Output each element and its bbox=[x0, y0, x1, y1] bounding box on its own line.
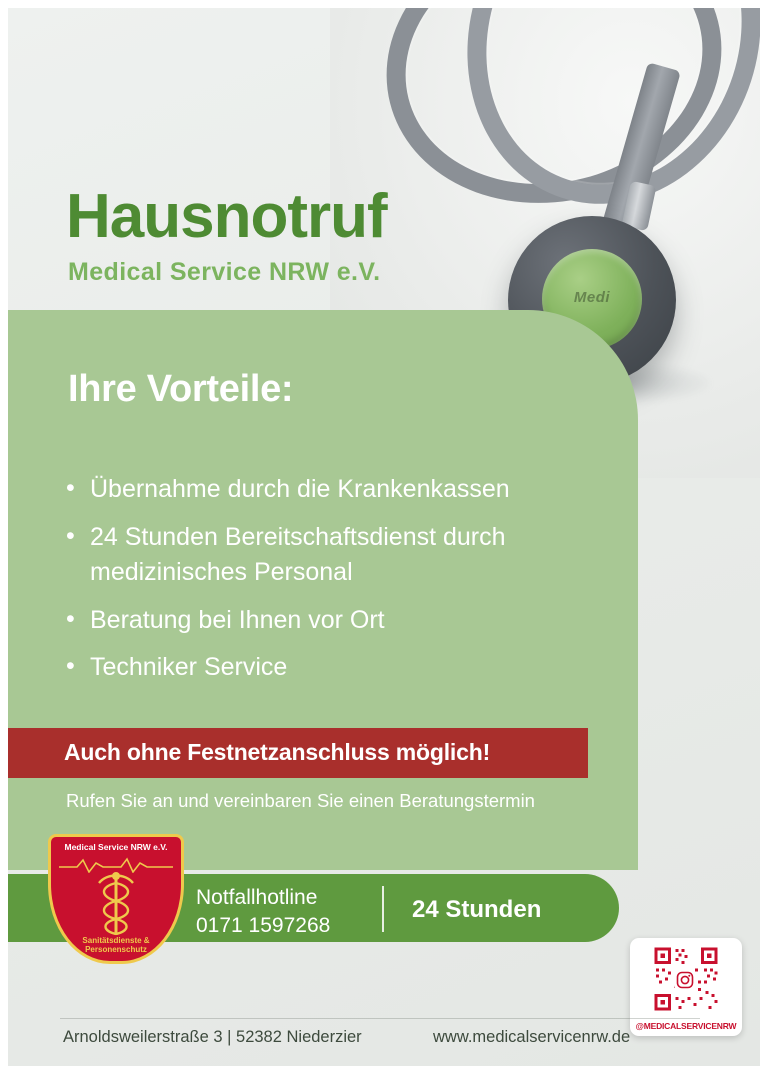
call-note-text: Rufen Sie an und vereinbaren Sie einen Beratungstermin bbox=[66, 790, 535, 811]
device-brand-label: Medi bbox=[573, 289, 611, 306]
footer-address: Arnoldsweilerstraße 3 | 52382 Niederzier bbox=[63, 1028, 362, 1046]
list-item: • Übernahme durch die Krankenkassen bbox=[64, 472, 604, 508]
highlight-banner bbox=[8, 728, 588, 778]
hotline-divider bbox=[382, 886, 384, 932]
benefits-heading: Ihre Vorteile: bbox=[68, 368, 294, 410]
instagram-qr-card[interactable] bbox=[630, 938, 742, 1036]
list-item: • 24 Stunden Bereitschaftsdienst durch medizinisches Personal bbox=[64, 520, 604, 591]
hotline-label: Notfallhotline bbox=[196, 886, 318, 909]
crest-bottom-label: Sanitätsdienste & Personenschutz bbox=[82, 936, 150, 954]
page-subtitle: Medical Service NRW e.V. bbox=[68, 258, 381, 286]
title-block bbox=[66, 182, 387, 287]
organization-crest-logo bbox=[48, 834, 184, 964]
hotline-info bbox=[196, 884, 330, 941]
crest-top-label: Medical Service NRW e.V. bbox=[64, 842, 168, 852]
page-title: Hausnotruf bbox=[66, 182, 387, 251]
caduceus-icon bbox=[89, 871, 143, 939]
instagram-icon bbox=[674, 969, 696, 991]
list-item: • Beratung bei Ihnen vor Ort bbox=[64, 603, 604, 639]
list-item: • Techniker Service bbox=[64, 650, 604, 686]
hotline-number[interactable]: 0171 1597268 bbox=[196, 914, 331, 938]
flyer-sheet bbox=[8, 8, 760, 1066]
benefits-list bbox=[64, 472, 604, 698]
instagram-handle: @MEDICALSERVICENRW bbox=[635, 1021, 737, 1031]
highlight-banner-text: Auch ohne Festnetzanschluss möglich! bbox=[64, 739, 491, 765]
benefits-panel bbox=[8, 310, 638, 870]
hotline-hours: 24 Stunden bbox=[412, 896, 542, 923]
footer-website[interactable]: www.medicalservicenrw.de bbox=[433, 1028, 631, 1046]
footer-divider bbox=[60, 1018, 700, 1019]
